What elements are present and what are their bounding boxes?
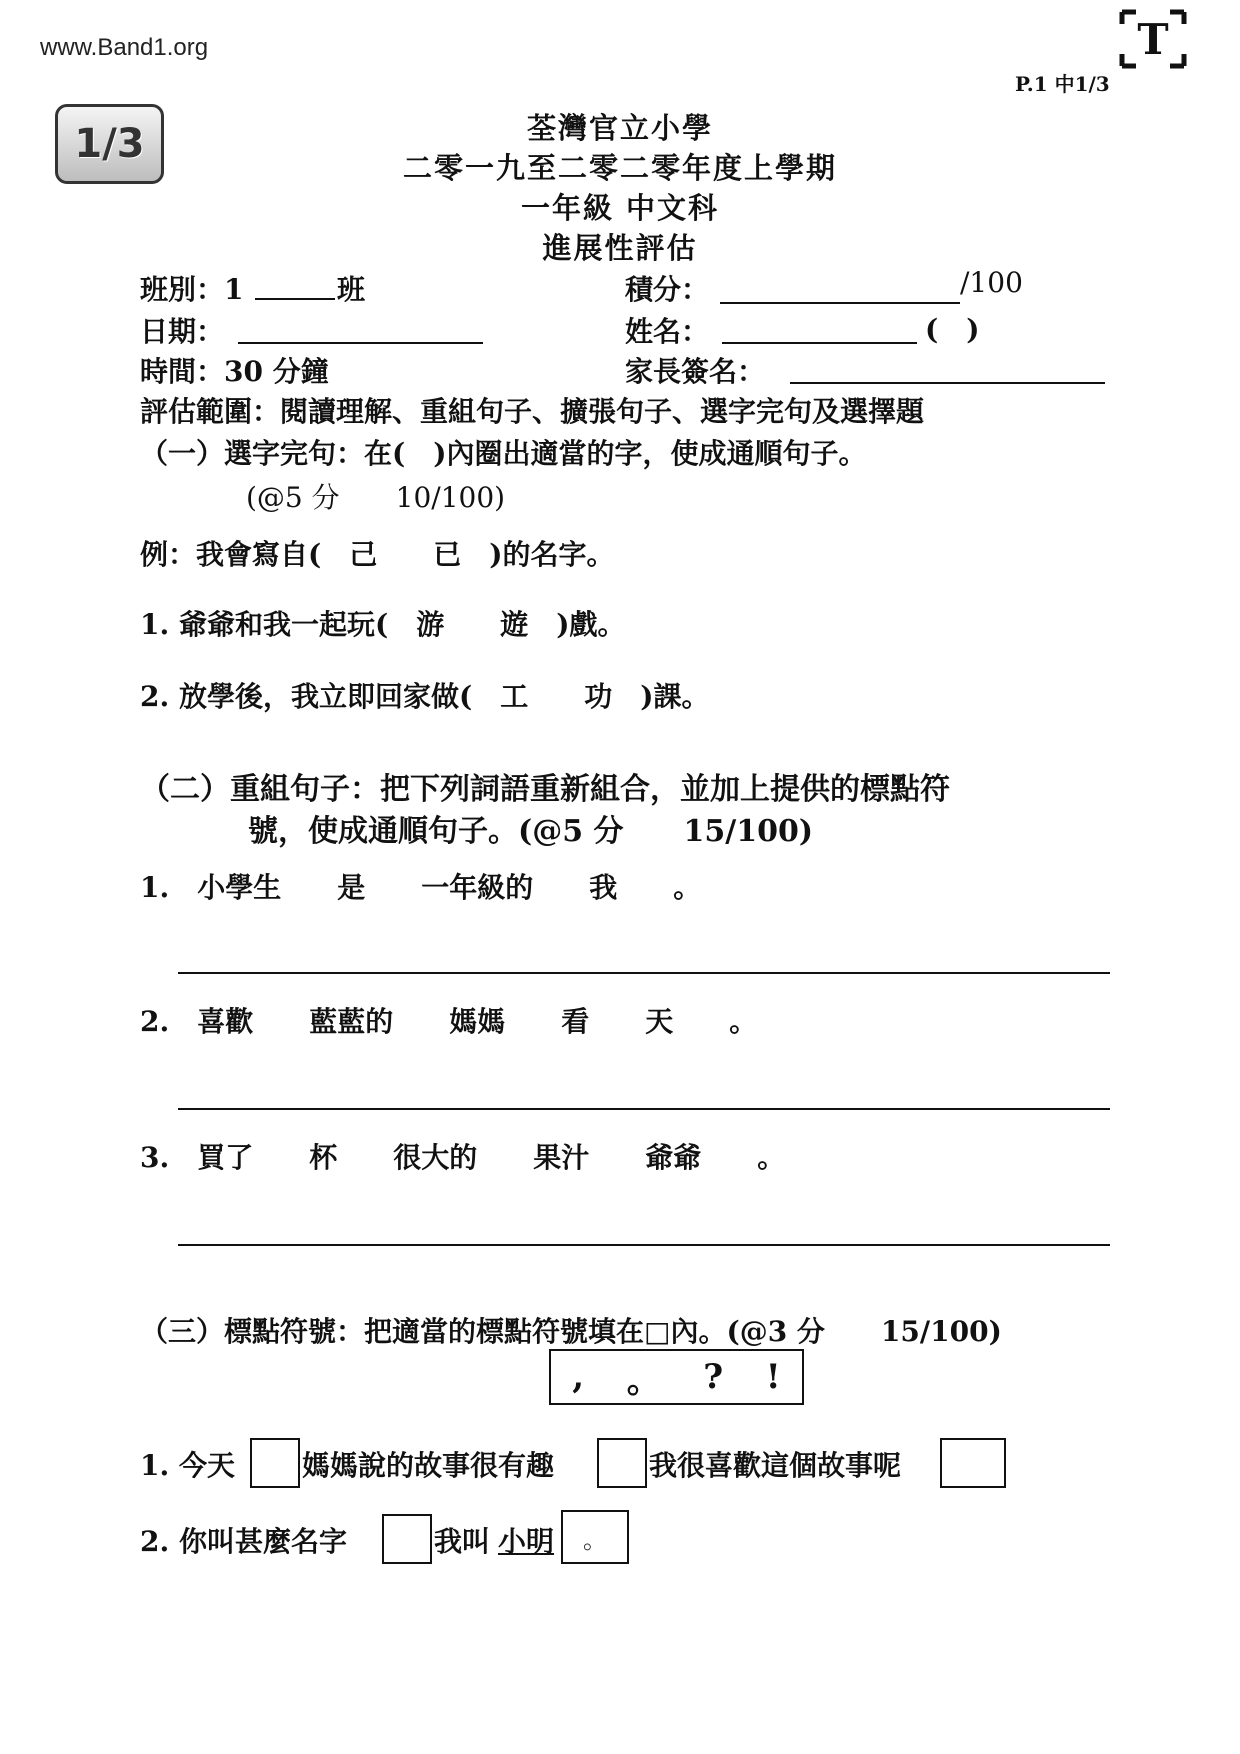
score-total: /100 <box>960 266 1023 299</box>
grade-subject: 一年級 中文科 <box>520 191 720 225</box>
section2-question-1: 1. 小學生 是 一年級的 我 。 <box>140 871 702 904</box>
exclamation-mark: ! <box>765 1357 781 1397</box>
page-badge: 1/3 <box>55 104 164 184</box>
section2-answer-line-1[interactable] <box>178 972 1110 974</box>
score-blank[interactable] <box>720 302 960 304</box>
section2-heading-line2: 號，使成通順句子。(@5 分 15/100) <box>248 814 814 849</box>
section2-question-3: 3. 買了 杯 很大的 果汁 爺爺 。 <box>140 1141 786 1174</box>
section1-question-2: 2. 放學後，我立即回家做( 工 功 )課。 <box>140 680 710 713</box>
parent-signature-blank[interactable] <box>790 382 1105 384</box>
answer-box-3[interactable] <box>940 1438 1006 1488</box>
answer-box-1[interactable] <box>250 1438 300 1488</box>
section2-answer-line-3[interactable] <box>178 1244 1110 1246</box>
answer-box-5-value: 。 <box>583 1525 607 1554</box>
punctuation-options-box <box>549 1349 804 1405</box>
section1-example: 例：我會寫自( 己 已 )的名字。 <box>140 538 615 571</box>
section3-q2-middle: 我叫 <box>434 1525 491 1558</box>
section3-q1-prefix: 1. 今天 <box>140 1449 235 1482</box>
t-logo-icon <box>1118 8 1188 70</box>
section3-heading: （三）標點符號：把適當的標點符號填在□內。(@3 分 15/100) <box>140 1315 1002 1348</box>
section3-q2-prefix: 2. 你叫甚麼名字 <box>140 1525 347 1558</box>
section1-question-1: 1. 爺爺和我一起玩( 游 遊 )戲。 <box>140 608 626 641</box>
section2-question-2: 2. 喜歡 藍藍的 媽媽 看 天 。 <box>140 1005 758 1038</box>
section3-q1-end: 我很喜歡這個故事呢 <box>649 1449 902 1482</box>
class-number-paren: ( ) <box>925 313 980 346</box>
assessment-type: 進展性評估 <box>542 231 698 265</box>
school-name: 荃灣官立小學 <box>526 111 713 145</box>
site-url: www.Band1.org <box>40 34 209 61</box>
name-label: 姓名： <box>625 315 710 348</box>
section2-answer-line-2[interactable] <box>178 1108 1110 1110</box>
page-reference: P.1 中1/3 <box>1015 72 1110 96</box>
score-label: 積分： <box>625 273 710 306</box>
date-blank[interactable] <box>238 342 483 344</box>
class-label: 班別：1 <box>140 273 244 306</box>
question-mark: ? <box>703 1357 724 1397</box>
section1-heading: （一）選字完句：在( )內圈出適當的字，使成通順句子。 <box>140 437 867 470</box>
assessment-scope: 評估範圍：閱讀理解、重組句子、擴張句子、選字完句及選擇題 <box>140 395 925 428</box>
parent-signature-label: 家長簽名： <box>625 355 766 388</box>
answer-box-4[interactable] <box>382 1514 432 1564</box>
answer-box-5[interactable] <box>561 1510 629 1564</box>
name-blank[interactable] <box>722 342 917 344</box>
comma-mark: , <box>572 1357 585 1397</box>
answer-box-2[interactable] <box>597 1438 647 1488</box>
svg-text:T: T <box>1137 15 1169 64</box>
period-mark: 。 <box>626 1360 661 1401</box>
name-xiaoming: 小明 <box>498 1525 555 1558</box>
section3-q1-middle: 媽媽說的故事很有趣 <box>302 1449 555 1482</box>
date-label: 日期： <box>140 315 225 348</box>
class-blank[interactable] <box>255 298 335 300</box>
class-suffix: 班 <box>337 273 366 306</box>
time-label: 時間：30 分鐘 <box>140 355 329 388</box>
section1-marks: (@5 分 10/100) <box>246 481 506 514</box>
section2-heading-line1: （二）重組句子：把下列詞語重新組合，並加上提供的標點符 <box>140 772 950 807</box>
school-year: 二零一九至二零二零年度上學期 <box>402 151 837 185</box>
